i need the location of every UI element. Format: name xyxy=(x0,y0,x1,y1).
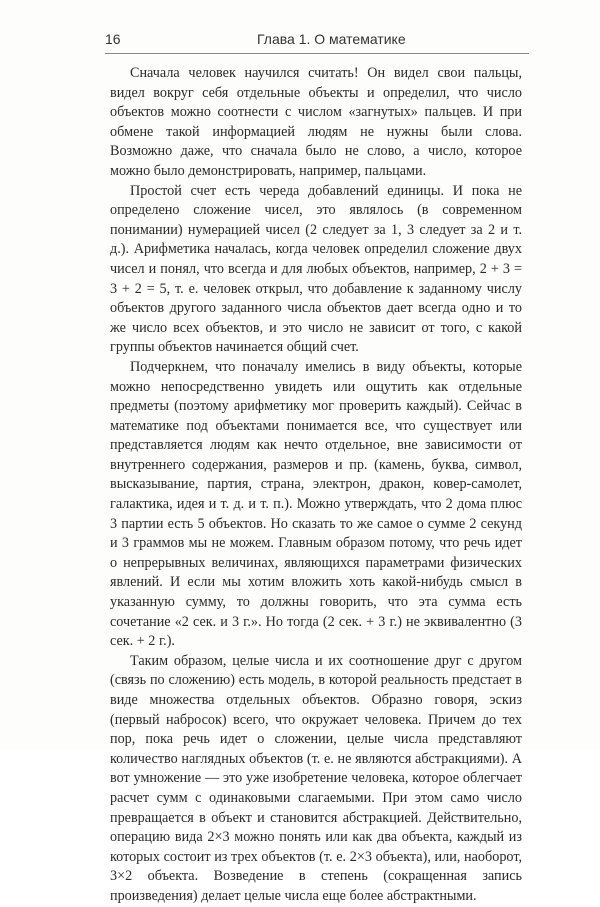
header-rule xyxy=(105,53,529,54)
chapter-title: Глава 1. О математике xyxy=(257,31,406,47)
body-text xyxy=(110,64,522,907)
paragraph-integers-model: Таким образом, целые числа и их соотношение друг с другом (связь по сложению) есть модель, в которой реальность предстает в виде множества отдельных объектов. Образно говоря, эскиз (первый набросок) всего, что окружает человека. Причем до тех пор, пока речь идет о сложении, целые числа представляют количество наглядных объектов (т. е. не являются абстракциями). А вот умножение — это уже изобретение человека, которое облегчает расчет сумм с одинаковыми слагаемыми. При этом само число превращается в объект и становится абстракцией. Действительно, операцию вида 2×3 можно понять или как два объекта, каждый из которых состоит из трех объектов (т. е. 2×3 объекта), или, наоборот, 3×2 объекта. Возведение в степень (сокращенная запись произведения) делает целые числа еще более абстрактными. xyxy=(110,652,522,904)
page-number: 16 xyxy=(105,31,121,47)
paragraph-objects: Подчеркнем, что поначалу имелись в виду объекты, которые можно непосредственно увидеть или ощутить как отдельные предметы (поэтому арифметику мог проверить каждый). Сейчас в математике под объектами понимается все, что существует или представляется людям как нечто отдельное, вне зависимости от внутреннего содержания, размеров и пр. (камень, буква, символ, высказывание, партия, страна, электрон, дракон, ковер-самолет, галактика, идея и т. д. и т. п.). Можно утверждать, что 2 дома плюс 3 партии есть 5 объектов. Но сказать то же самое о сумме 2 секунд и 3 граммов мы не можем. Главным образом потому, что речь идет о непрерывных величинах, являющихся параметрами физических явлений. И если мы хотим вложить хоть какой-нибудь смысл в указанную сумму, то должны говорить, что эта сумма есть сочетание «2 сек. и 3 г.». Но тогда (2 сек. + 3 г.) не эквивалентно (3 сек. + 2 г.). xyxy=(110,358,522,650)
paragraph-counting: Сначала человек научился считать! Он видел свои пальцы, видел вокруг себя отдельные объекты и определил, что число объектов можно соотнести с числом «загнутых» пальцев. И при обмене такой информацией людям не нужны были слова. Возможно даже, что сначала было не слово, а число, которое можно было демонстрировать, например, пальцами. xyxy=(110,65,522,179)
running-head xyxy=(105,31,525,51)
paragraph-simple-count: Простой счет есть череда добавлений единицы. И пока не определено сложение чисел, это являлось (в современном понимании) нумерацией чисел (2 следует за 1, 3 следует за 2 и т. д.). Арифметика началась, когда человек определил сложение двух чисел и понял, что всегда и для любых объектов, например, 2 + 3 = 3 + 2 = 5, т. е. человек открыл, что добавление к заданному числу объектов другого заданного числа объектов дает всегда одно и то же число всех объектов, и это число не зависит от того, с какой группы объектов начинается общий счет. xyxy=(110,182,522,356)
